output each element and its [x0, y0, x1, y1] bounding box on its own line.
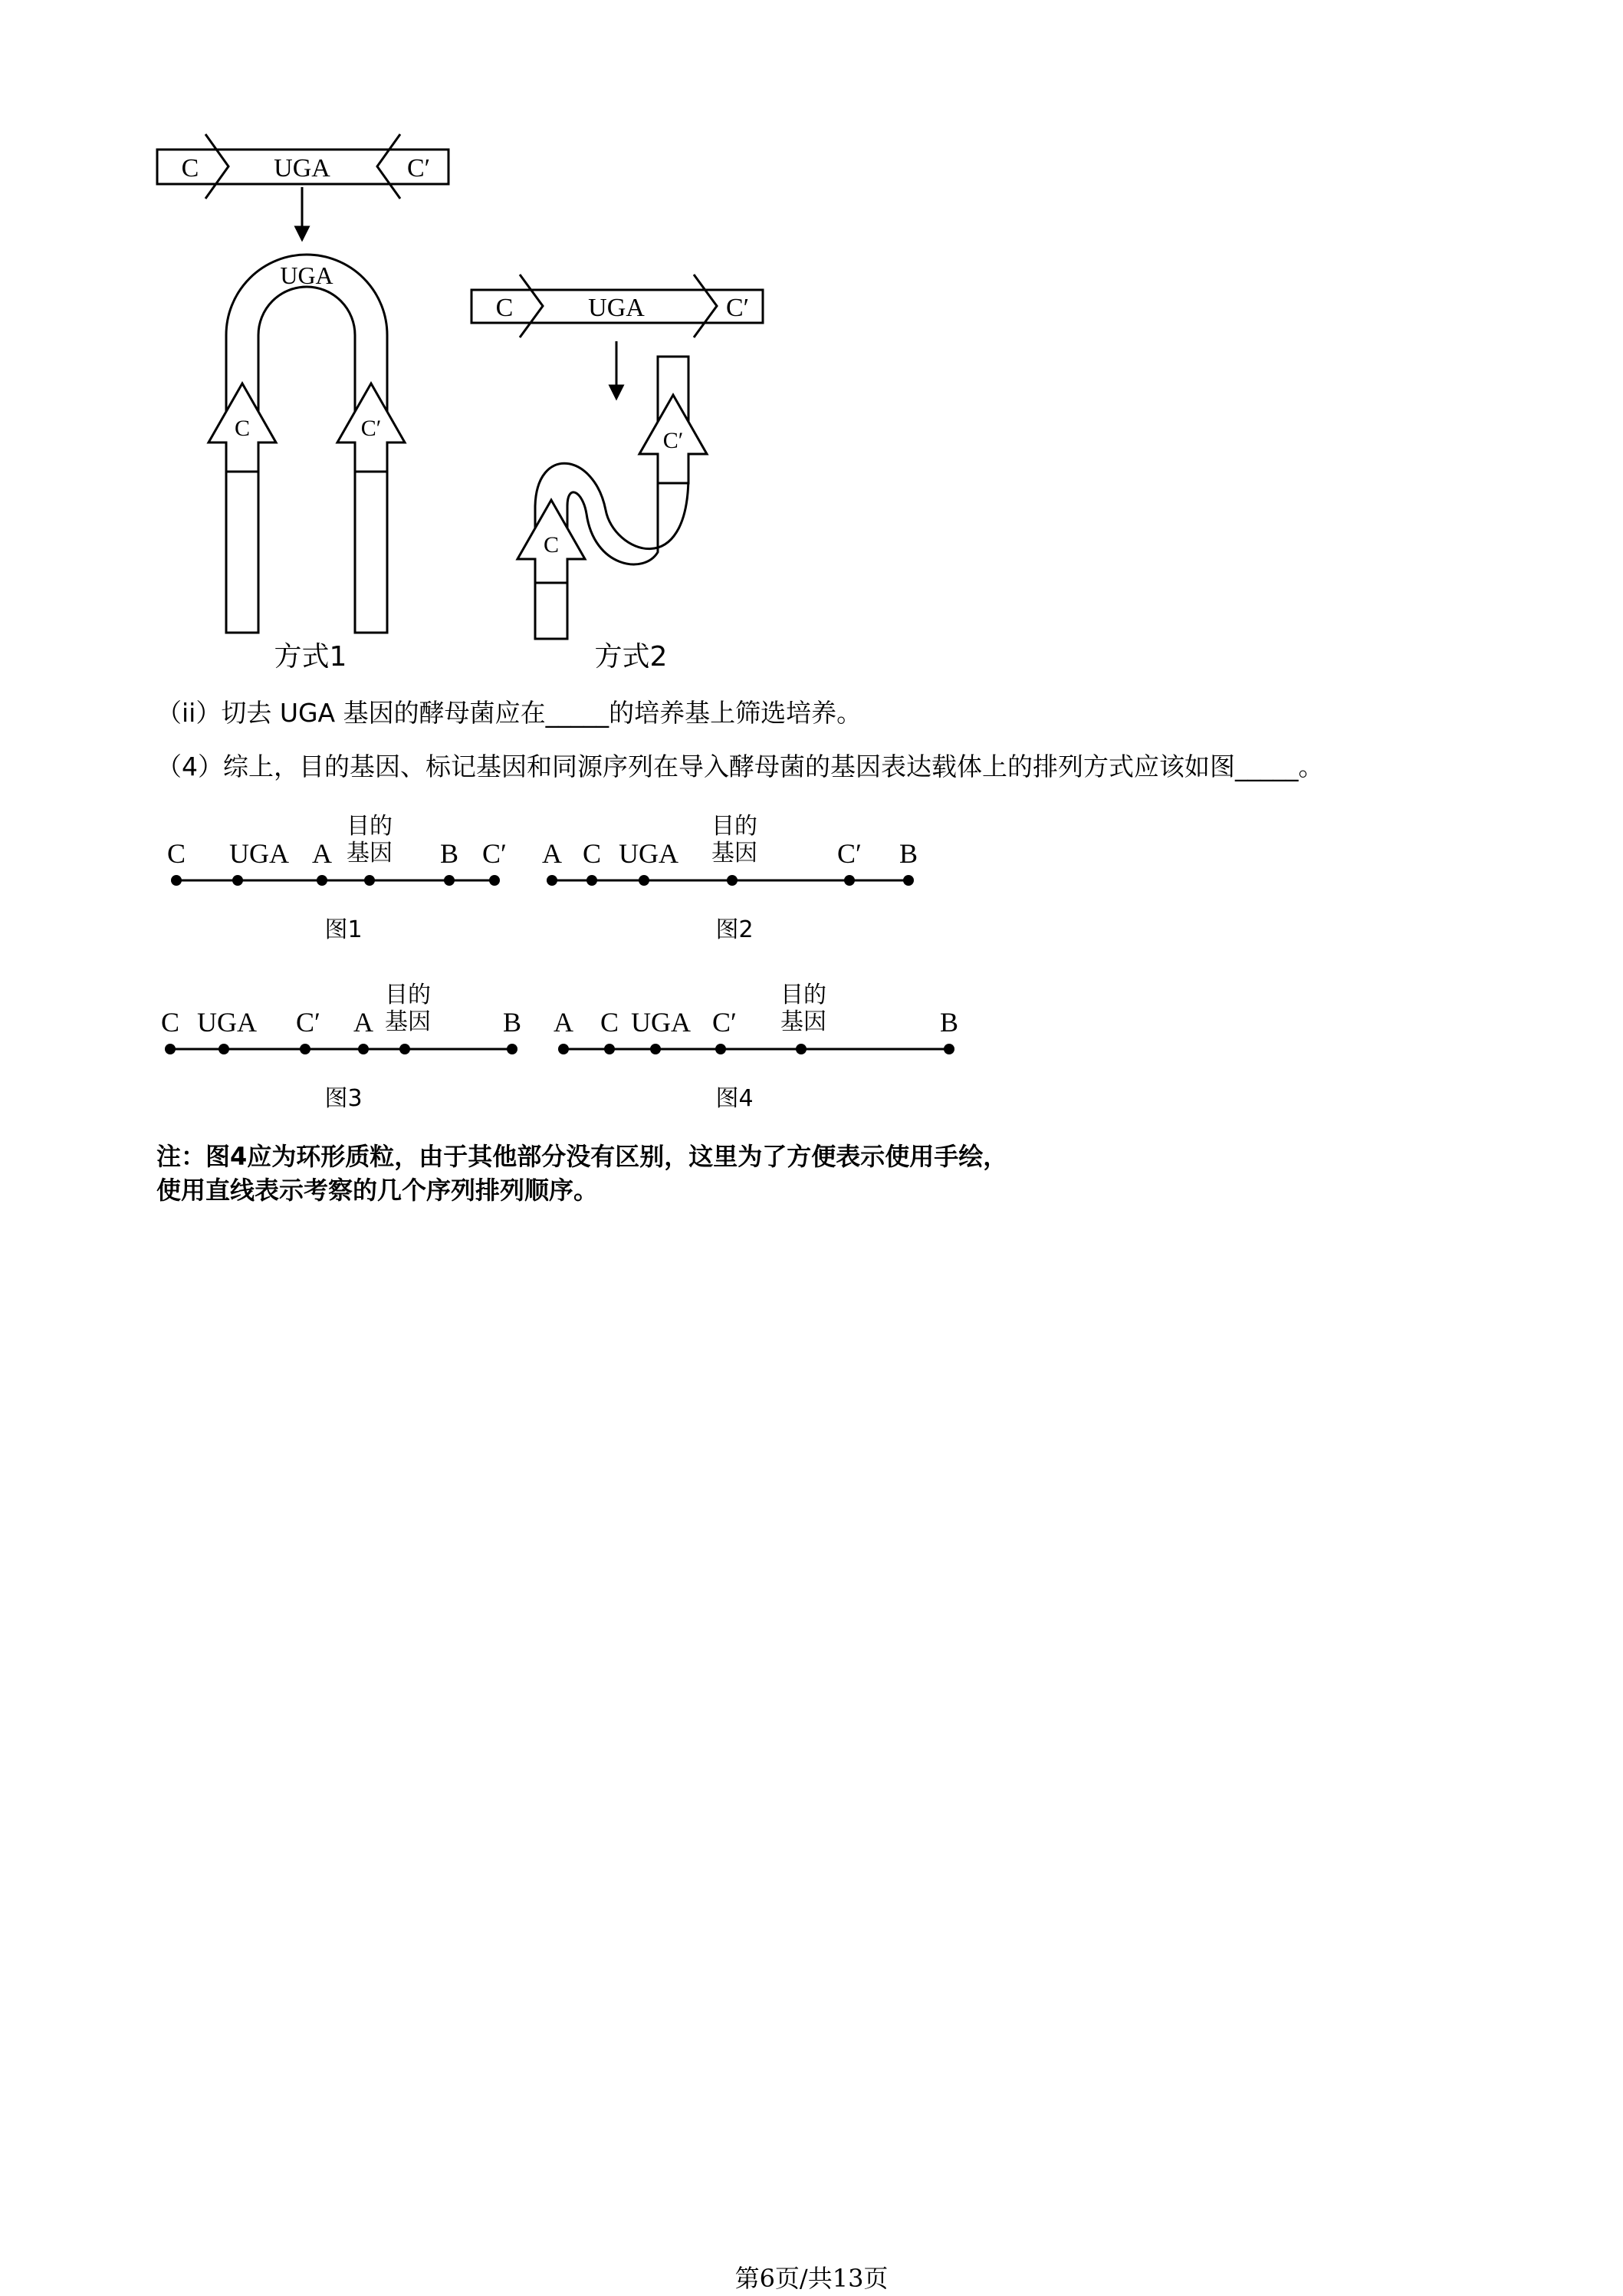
note-line-2: 使用直线表示考察的几个序列排列顺序。 — [156, 1176, 599, 1205]
question-ii — [156, 696, 862, 730]
fig2-label-target-1: 目的 — [711, 813, 757, 840]
fig4-caption: 图4 — [715, 1085, 754, 1112]
question-4-after: 。 — [1298, 752, 1324, 781]
fig1-label-a: A — [312, 838, 332, 869]
fig1-label-c: C — [166, 838, 186, 869]
question-4-before: （4）综上，目的基因、标记基因和同源序列在导入酵母菌的基因表达载体上的排列方式应该如图 — [156, 752, 1235, 781]
fig2-caption: 图2 — [715, 916, 754, 943]
mode2-construct-uga: UGA — [588, 294, 645, 322]
fig3-label-target-2: 基因 — [385, 1008, 431, 1035]
top-construct-cprime: C′ — [406, 154, 431, 183]
fig4-label-uga: UGA — [631, 1007, 691, 1038]
mode1-diagram — [209, 255, 405, 633]
fig1-label-uga: UGA — [229, 838, 289, 869]
fig3-label-c: C — [160, 1007, 180, 1038]
note-line-1: 注：图4应为环形质粒，由于其他部分没有区别，这里为了方便表示使用手绘， — [156, 1142, 1008, 1171]
top-construct-uga: UGA — [274, 154, 330, 183]
page-footer: 第6页/共13页 — [734, 2264, 889, 2293]
fig1-label-cprime: C′ — [482, 838, 507, 869]
mode1-right-arrow-label: C′ — [360, 416, 382, 441]
fig4-label-target-2: 基因 — [780, 1008, 826, 1035]
mode2-diagram — [517, 357, 707, 639]
mode1-loop-label: UGA — [280, 262, 333, 289]
fig4-label-target-1: 目的 — [780, 982, 826, 1008]
mode2-construct-cprime: C′ — [725, 294, 750, 322]
mode2-upper-arrow-label: C′ — [662, 428, 684, 453]
fig2-label-cprime: C′ — [837, 838, 862, 869]
question-4-blank[interactable]: _____ — [1235, 752, 1299, 781]
fig3-label-cprime: C′ — [296, 1007, 320, 1038]
fig3-label-uga: UGA — [197, 1007, 257, 1038]
fig1-caption: 图1 — [324, 916, 363, 943]
figure-2 — [542, 813, 918, 943]
fig1-label-target-2: 基因 — [347, 840, 393, 867]
mode2-construct-c: C — [495, 294, 514, 322]
figure-1 — [167, 813, 507, 943]
question-ii-blank[interactable]: _____ — [545, 698, 609, 728]
mode2-lower-arrow-label: C — [543, 532, 560, 558]
fig3-label-b: B — [502, 1007, 522, 1038]
fig2-label-a: A — [542, 838, 562, 869]
question-4 — [156, 750, 1324, 784]
fig1-label-target-1: 目的 — [347, 813, 393, 840]
top-construct-c: C — [181, 154, 199, 183]
figure-3 — [161, 982, 521, 1112]
mode1-left-arrow-label: C — [234, 416, 251, 441]
fig2-label-c: C — [582, 838, 602, 869]
fig2-label-target-2: 基因 — [711, 840, 757, 867]
question-ii-after: 的培养基上筛选培养。 — [609, 698, 862, 728]
question-ii-before: （ii）切去 UGA 基因的酵母菌应在 — [156, 698, 546, 728]
fig3-label-a: A — [353, 1007, 373, 1038]
fig3-caption: 图3 — [324, 1085, 363, 1112]
fig2-label-uga: UGA — [619, 838, 678, 869]
mode1-caption: 方式1 — [274, 641, 347, 673]
fig2-label-b: B — [899, 838, 918, 869]
mode2-caption: 方式2 — [594, 641, 668, 673]
fig4-label-c: C — [600, 1007, 619, 1038]
fig4-label-b: B — [939, 1007, 959, 1038]
fig4-label-cprime: C′ — [712, 1007, 737, 1038]
fig3-label-target-1: 目的 — [385, 982, 431, 1008]
fig4-label-a: A — [554, 1007, 573, 1038]
figure-4 — [554, 982, 958, 1112]
fig1-label-b: B — [439, 838, 459, 869]
